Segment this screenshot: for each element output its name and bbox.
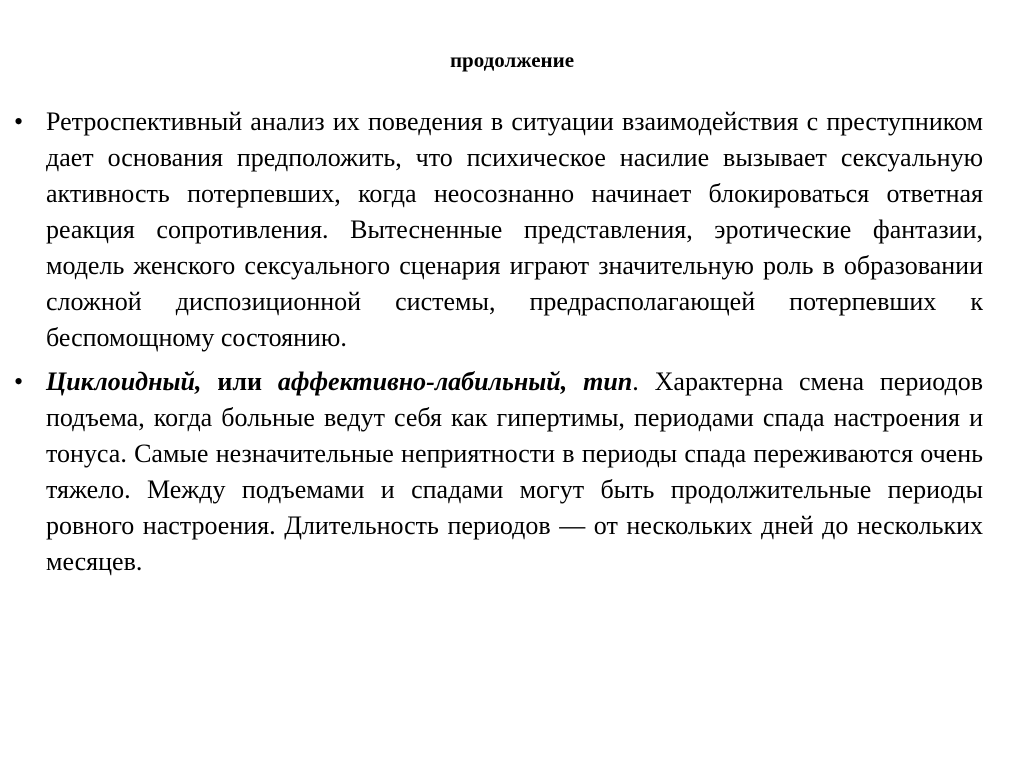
term-cycloid: Циклоидный, <box>46 367 202 396</box>
bullet-list <box>0 104 1024 588</box>
bullet-body-2: . Характерна смена периодов подъема, когда больные ведут себя как гипертимы, периодами спада настроения и тонуса. Самые незначительные неприятности в периоды спада переживаются очень тяжело. Между подъемами и спадами могут быть продолжительные периоды ровного настроения. Длительность периодов — от нескольких дней до нескольких месяцев. <box>46 367 983 576</box>
term-conjunction: или <box>201 367 278 396</box>
bullet-text-2 <box>46 364 983 580</box>
bullet-icon: • <box>14 367 24 396</box>
slide-title: продолжение <box>449 48 575 72</box>
term-affective-labile: аффективно-лабильный, тип <box>277 367 633 396</box>
bullet-text-1: Ретроспективный анализ их поведения в ситуации взаимодействия с преступником дает основания предположить, что психическое насилие вызывает сексуальную активность потерпевших, когда неосознанно начинает блокироваться ответная реакция сопротивления. Вытесненные представления, эротические фантазии, модель женского сексуального сценария играют значительную роль в образовании сложной диспозиционной системы, предрасполагающей потерпевших к беспомощному состоянию. <box>46 107 983 352</box>
bullet-item-2 <box>0 364 1024 580</box>
bullet-icon: • <box>14 107 24 136</box>
bullet-item-1 <box>0 104 1024 356</box>
